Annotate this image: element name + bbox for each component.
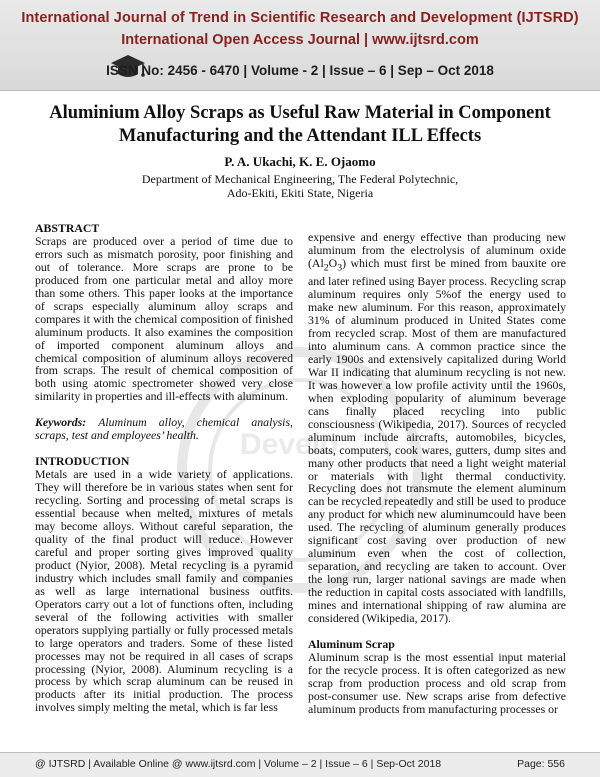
journal-subtitle: International Open Access Journal | www.ijtsrd.com bbox=[121, 32, 479, 48]
introduction-heading: INTRODUCTION bbox=[35, 454, 130, 469]
page-number: Page: 556 bbox=[517, 758, 565, 770]
right-paragraph-1: expensive and energy effective than producing new aluminum from the electrolysis of aluminum oxide $(Al_2O_3)$ which must first be mined from bauxite ore and later refined using Bayer process. Recycling scrap aluminum requires only 5%of the energy used to make new aluminum. For this reason, approximately 31% of aluminum produced in United States come from recycled scrap. Most of them are manufactured into aluminum cans. A common practice since the early 1900s and extensively capitalized during World War II indicating that aluminum recycling is not new. It was however a low profile activity until the 1960s, when exploding popularity of aluminum beverage cans finally placed recycling into public consciousness (Wikipedia, 2017). Sources of recycled aluminum include aircrafts, automobiles, bicycles, boats, computers, cook wares, gutters, dump sites and many other products that need a light weight material or materials with light thermal conductivity. Recycling does not transmute the element aluminum can be recycled repeatedly and still be used to produce any product for which new aluminumcould have been used. The recycling of aluminum generally produces significant cost saving over production of new aluminum even when the cost of collection, separation, and recycling are taken to account. Over the long run, larger national savings are made when the reduction in capital costs associated with landfills, mines and international shipping of raw alumina are considered (Wikipedia, 2017). bbox=[308, 230, 566, 625]
abstract-text: Scraps are produced over a period of time due to errors such as mismatch porosity, poor finishing and out of tolerance. More scraps are prone to be produced from one particular metal and alloy more than some others. This paper looks at the importance of scraps especially aluminum alloy scraps and compares it with the chemical composition of finished aluminum products. It also examines the composition of imported component aluminum alloys and chemical composition of aluminum alloys recovered from scraps. The result of chemical composition of both using atomic spectrometer showed very close similarity in properties and ill-effects with aluminum. bbox=[35, 233, 293, 404]
affiliation-line-1: Department of Mechanical Engineering, The Federal Polytechnic, bbox=[141, 172, 459, 186]
title-line-2: Manufacturing and the Attendant ILL Effects bbox=[118, 126, 482, 146]
page-footer bbox=[0, 752, 600, 777]
journal-header bbox=[0, 0, 600, 91]
right-paragraph-2: Aluminum scrap is the most essential input material for the recycle process. It is often categorized as new scrap from production process and old scrap from post-consumer use. New scraps arise from defective aluminum products from manufacturing processes or bbox=[308, 649, 566, 716]
keywords-text: Aluminum alloy, chemical analysis, scraps, test and employees’ health. bbox=[35, 415, 293, 443]
affiliation-line-2: Ado-Ekiti, Ekiti State, Nigeria bbox=[226, 186, 374, 200]
paper-title bbox=[30, 102, 570, 148]
aluminum-scrap-heading: Aluminum Scrap bbox=[308, 636, 395, 651]
watermark-text: Develo bbox=[240, 428, 339, 461]
introduction-text: Metals are used in a wide variety of applications. They will therefore be in various states when sent for recycling. Sorting and processing of metal scraps is essential because when melted, mixtures of metals may become alloys. Without careful separation, the quality of the final product will reduce. However careful and proper sorting gives improved quality product (Nyior, 2008). Metal recycling is a pyramid industry which includes small family and companies as well as large international business outfits. Operators carry out a lot of functions often, including several of the following activities with smaller operators supplying partially or fully processed metals to large operators and traders. Some of these listed processes may not be required in all cases of scraps processing (Nyior, 2008). Aluminum recycling is a process by which scrap aluminum can be reused in products after its initial production. The process involves simply melting the metal, which is far less bbox=[35, 467, 293, 715]
issn-line: ISSN No: 2456 - 6470 | Volume - 2 | Issue – 6 | Sep – Oct 2018 bbox=[106, 63, 494, 78]
left-column bbox=[35, 222, 293, 714]
right-column bbox=[308, 231, 566, 716]
journal-name: International Journal of Trend in Scientific Research and Development (IJTSRD) bbox=[21, 10, 579, 26]
authors: P. A. Ukachi, K. E. Ojaomo bbox=[224, 154, 376, 169]
keywords bbox=[35, 416, 293, 442]
footer-citation: @ IJTSRD | Available Online @ www.ijtsrd.com | Volume – 2 | Issue – 6 | Sep-Oct 2018 bbox=[35, 758, 442, 770]
affiliation bbox=[0, 172, 600, 200]
title-line-1: Aluminium Alloy Scraps as Useful Raw Material in Component bbox=[49, 103, 551, 123]
keywords-label: Keywords: bbox=[35, 415, 87, 430]
abstract-heading: ABSTRACT bbox=[35, 221, 100, 235]
